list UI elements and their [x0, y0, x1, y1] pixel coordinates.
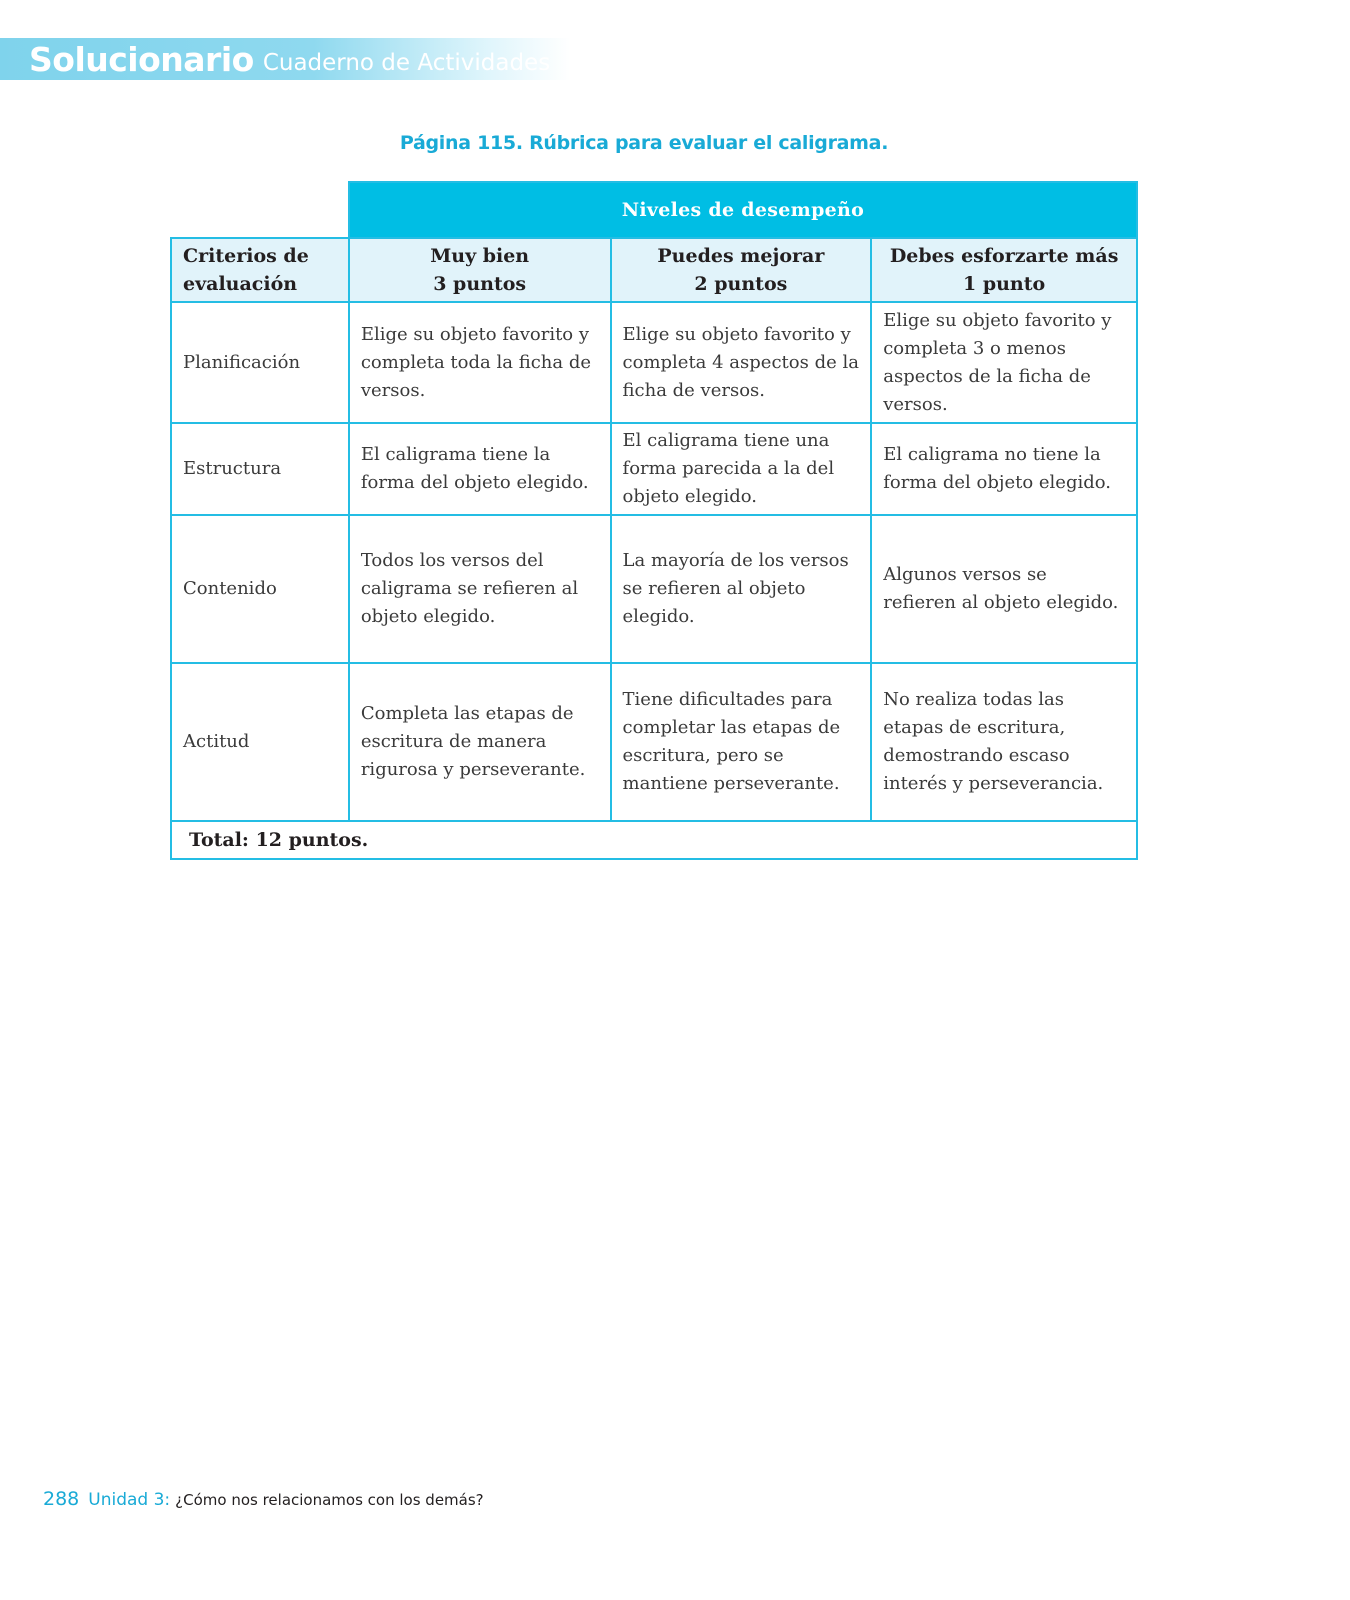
total-row: [171, 821, 1137, 859]
criterion-cell: Estructura: [171, 423, 349, 515]
criteria-header: [171, 238, 349, 302]
descriptor-cell: La mayoría de los versos se refieren al objeto elegido.: [611, 515, 872, 663]
header-band: [0, 38, 570, 80]
descriptor-cell: Todos los versos del caligrama se refieren al objeto elegido.: [349, 515, 611, 663]
descriptor-cell: Elige su objeto favorito y completa 4 aspectos de la ficha de versos.: [611, 302, 872, 423]
criterion-cell: Planificación: [171, 302, 349, 423]
descriptor-cell: El caligrama no tiene la forma del objeto elegido.: [871, 423, 1137, 515]
criteria-header-line-2: evaluación: [183, 273, 298, 295]
level-points: 3 puntos: [433, 273, 527, 295]
unit-label: Unidad 3:: [88, 1490, 171, 1510]
rubric-table: [170, 181, 1138, 860]
criterion-cell: Actitud: [171, 663, 349, 821]
descriptor-cell: Algunos versos se refieren al objeto elegido.: [871, 515, 1137, 663]
level-header-3: [871, 238, 1137, 302]
descriptor-cell: El caligrama tiene la forma del objeto elegido.: [349, 423, 611, 515]
level-header-2: [611, 238, 872, 302]
page-heading: [0, 132, 1280, 154]
descriptor-cell: No realiza todas las etapas de escritura, demostrando escaso interés y perseverancia.: [871, 663, 1137, 821]
levels-title: Niveles de desempeño: [349, 182, 1137, 238]
level-name: Muy bien: [430, 245, 530, 267]
descriptor-cell: Elige su objeto favorito y completa 3 o menos aspectos de la ficha de versos.: [871, 302, 1137, 423]
page-number: 288: [43, 1488, 80, 1510]
descriptor-cell: Completa las etapas de escritura de manera rigurosa y perseverante.: [349, 663, 611, 821]
level-points: 1 punto: [963, 273, 1046, 295]
total-cell: Total: 12 puntos.: [171, 821, 1137, 859]
header-subtitle: Cuaderno de Actividades: [262, 50, 551, 76]
descriptor-cell: Elige su objeto favorito y completa toda la ficha de versos.: [349, 302, 611, 423]
level-points: 2 puntos: [694, 273, 788, 295]
header-row: [171, 238, 1137, 302]
blank-corner-cell: [171, 182, 349, 238]
table-row: [171, 515, 1137, 663]
descriptor-cell: El caligrama tiene una forma parecida a la del objeto elegido.: [611, 423, 872, 515]
descriptor-cell: Tiene dificultades para completar las etapas de escritura, pero se mantiene perseverante.: [611, 663, 872, 821]
level-name: Debes esforzarte más: [889, 245, 1119, 267]
table-row: [171, 302, 1137, 423]
page-footer: [43, 1488, 484, 1510]
level-name: Puedes mejorar: [657, 245, 825, 267]
unit-question: ¿Cómo nos relacionamos con los demás?: [175, 1491, 484, 1509]
table-row: [171, 423, 1137, 515]
criterion-cell: Contenido: [171, 515, 349, 663]
header-title: Solucionario: [29, 39, 254, 79]
criteria-header-line-1: Criterios de: [183, 245, 309, 267]
levels-row: [171, 182, 1137, 238]
table-row: [171, 663, 1137, 821]
level-header-1: [349, 238, 611, 302]
page-heading-text: Página 115. Rúbrica para evaluar el caligrama.: [399, 132, 889, 154]
